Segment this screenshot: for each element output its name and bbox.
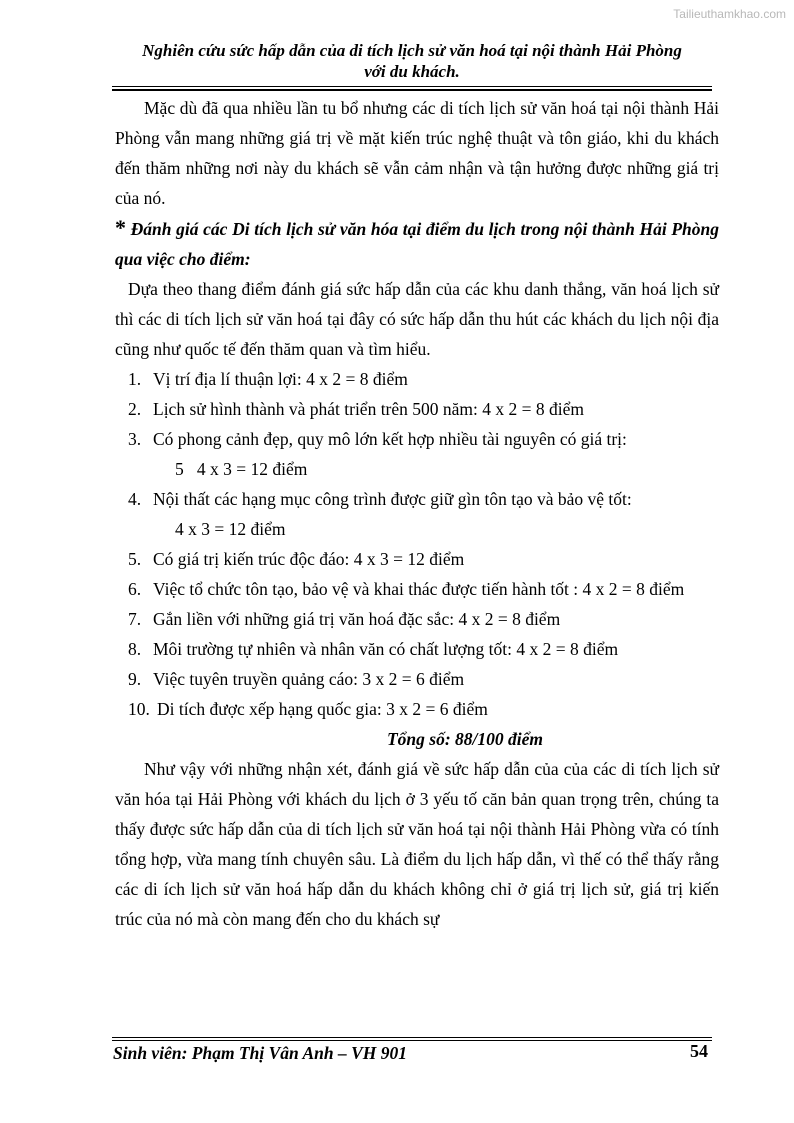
list-item: [115, 424, 719, 484]
list-item: [115, 484, 719, 544]
list-item-text: Môi trường tự nhiên và nhân văn có chất lượng tốt: 4 x 2 = 8 điểm: [153, 639, 619, 659]
watermark: Tailieuthamkhao.com: [673, 7, 786, 21]
footer-rule-second: [112, 1040, 712, 1041]
list-number: 10.: [128, 699, 150, 719]
total-score: Tổng số: 88/100 điểm: [386, 729, 544, 749]
header-rule-thick: [112, 89, 712, 91]
list-number: 6.: [128, 579, 142, 599]
list-item-text: Việc tuyên truyền quảng cáo: 3 x 2 = 6 điểm: [153, 669, 465, 689]
list-item-score: 5 4 x 3 = 12 điểm: [175, 459, 308, 479]
list-item-score: 4 x 3 = 12 điểm: [175, 519, 286, 539]
header-line-2: với du khách.: [364, 62, 460, 81]
list-number: 1.: [128, 369, 142, 389]
list-number: 8.: [128, 639, 142, 659]
list-item-text: Việc tổ chức tôn tạo, bảo vệ và khai thác được tiến hành tốt : 4 x 2 = 8 điểm: [153, 579, 685, 599]
list-item: [115, 604, 719, 634]
page-header: [112, 40, 712, 82]
list-item: [115, 694, 719, 724]
intro-paragraph: Mặc dù đã qua nhiều lần tu bổ nhưng các di tích lịch sử văn hoá tại nội thành Hải Phòng vẫn mang những giá trị về mặt kiến trúc nghệ thuật và tôn giáo, khi du khách đến thăm những nơi này du khách sẽ vẫn cảm nhận và tận hưởng được những giá trị của nó.: [115, 98, 719, 208]
list-item: [115, 664, 719, 694]
list-item-text: Di tích được xếp hạng quốc gia: 3 x 2 = 6 điểm: [157, 699, 488, 719]
list-item: [115, 574, 719, 604]
list-number: 9.: [128, 669, 142, 689]
list-item: [115, 544, 719, 574]
asterisk-bullet: *: [115, 215, 126, 240]
page-number: 54: [690, 1041, 708, 1061]
list-item-text: Vị trí địa lí thuận lợi: 4 x 2 = 8 điểm: [153, 369, 408, 389]
list-number: 5.: [128, 549, 142, 569]
list-item-text: Gắn liền với những giá trị văn hoá đặc sắc: 4 x 2 = 8 điểm: [153, 609, 561, 629]
list-item: [115, 364, 719, 394]
list-item-text: Lịch sử hình thành và phát triển trên 500 năm: 4 x 2 = 8 điểm: [153, 399, 585, 419]
list-number: 3.: [128, 429, 142, 449]
list-item: [115, 394, 719, 424]
list-item: [115, 634, 719, 664]
list-item-text: Có phong cảnh đẹp, quy mô lớn kết hợp nhiều tài nguyên có giá trị:: [153, 429, 627, 449]
section-heading: [115, 213, 719, 274]
section-heading-text: Đánh giá các Di tích lịch sử văn hóa tại điểm du lịch trong nội thành Hải Phòng qua việc cho điểm:: [115, 219, 720, 269]
scale-paragraph: Dựa theo thang điểm đánh giá sức hấp dẫn của các khu danh thắng, văn hoá lịch sử thì các di tích lịch sử văn hoá tại đây có sức hấp dẫn thu hút các khách du lịch nội địa cũng như quốc tế đến thăm quan và tìm hiểu.: [115, 279, 719, 359]
list-item-text: Nội thất các hạng mục công trình được giữ gìn tôn tạo và bảo vệ tốt:: [153, 489, 632, 509]
page-body: [115, 93, 719, 934]
list-number: 7.: [128, 609, 142, 629]
conclusion-paragraph: Như vậy với những nhận xét, đánh giá về sức hấp dẫn của của các di tích lịch sử văn hóa tại Hải Phòng với khách du lịch ở 3 yếu tố căn bản quan trọng trên, chúng ta thấy được sức hấp dẫn của di tích lịch sử văn hoá tại nội thành Hải Phòng vừa có tính tổng hợp, vừa mang tính chuyên sâu. Là điểm du lịch hấp dẫn, vì thế có thể thấy rằng các di ích lịch sử văn hoá hấp dẫn du khách không chỉ ở giá trị lịch sử, giá trị kiến trúc của nó mà còn mang đến cho du khách sự: [115, 759, 719, 929]
list-number: 4.: [128, 489, 142, 509]
header-line-1: Nghiên cứu sức hấp dẫn của di tích lịch sử văn hoá tại nội thành Hải Phòng: [142, 41, 682, 60]
criteria-list: [115, 364, 719, 724]
footer-rule: [112, 1037, 712, 1038]
list-number: 2.: [128, 399, 142, 419]
footer-student: Sinh viên: Phạm Thị Vân Anh – VH 901: [113, 1043, 408, 1063]
list-item-text: Có giá trị kiến trúc độc đáo: 4 x 3 = 12 điểm: [153, 549, 465, 569]
header-rule: [112, 86, 712, 87]
